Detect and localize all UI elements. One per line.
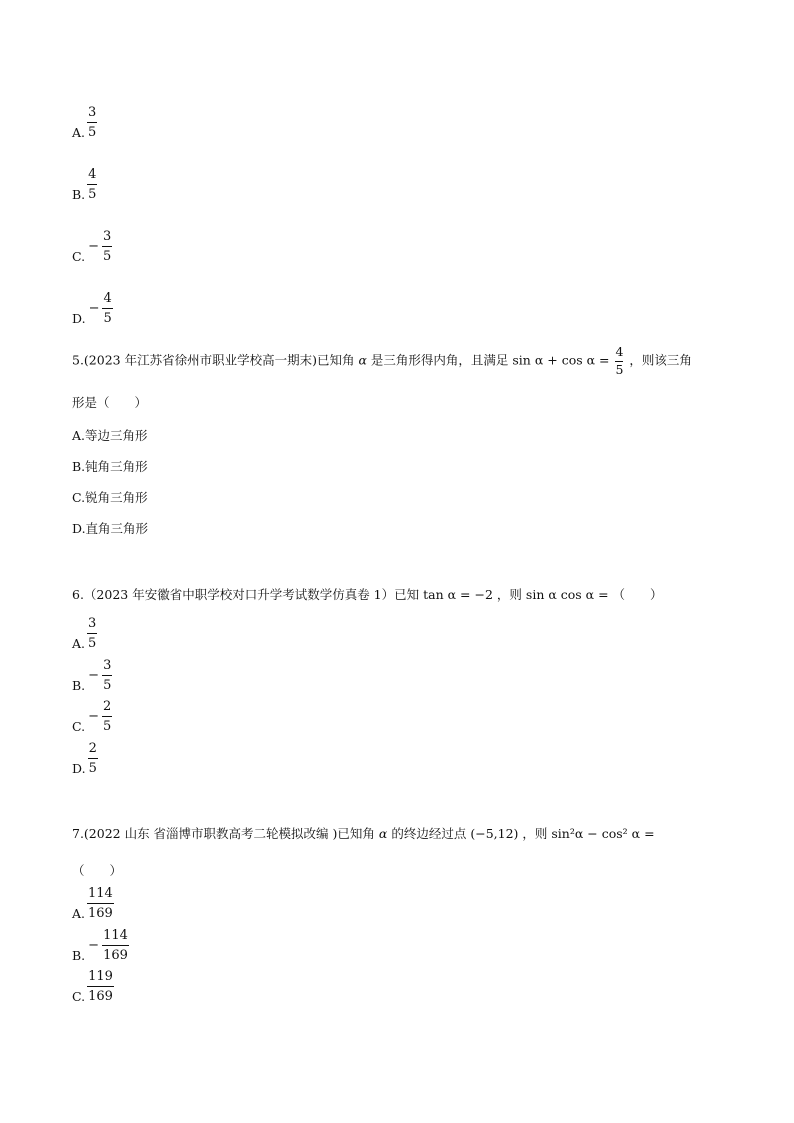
option-label: D. xyxy=(72,760,86,776)
alpha-symbol: α xyxy=(358,352,367,368)
q5-option-c: C.锐角三角形 xyxy=(72,490,148,505)
trig-expression: tan α = −2 xyxy=(423,587,493,602)
trig-expression: sin α + cos α = xyxy=(512,352,610,368)
option-label: D. xyxy=(72,310,86,326)
point-coordinates: (−5,12) xyxy=(470,826,519,841)
fraction: $\frac{3}{5}$ xyxy=(88,616,97,651)
q4-option-c xyxy=(72,230,112,263)
option-label: C. xyxy=(72,988,86,1004)
minus-sign: − xyxy=(88,301,100,316)
q6-option-d xyxy=(72,742,98,775)
option-label: A. xyxy=(72,124,86,140)
q7-option-b xyxy=(72,929,129,962)
q4-option-a xyxy=(72,106,97,139)
fraction: $\frac{119}{169}$ xyxy=(88,969,113,1004)
fraction: $\frac{2}{5}$ xyxy=(103,699,112,734)
q5-option-b: B.钝角三角形 xyxy=(72,459,148,474)
q7-stem: 7.(2022 山东 省淄博市职教高考二轮模拟改编 )已知角 α 的终边经过点 (−5,12) ，则 sin²α − cos² α = xyxy=(72,826,655,841)
q7-option-c xyxy=(72,970,114,1003)
fraction: $\frac{114}{169}$ xyxy=(88,886,113,921)
trig-expression: sin α cos α = xyxy=(525,587,609,602)
fraction: $\frac{3}{5}$ xyxy=(103,658,112,693)
fraction: $\frac{3}{5}$ xyxy=(103,229,112,264)
fraction: $\frac{114}{169}$ xyxy=(103,928,128,963)
q5-stem: 5.(2023 年江苏省徐州市职业学校高一期末)已知角 α 是三角形得内角，且满足 sin α + cos α = $\frac{4}{5}$ ，则该三角 xyxy=(72,344,692,377)
q6-stem: 6.（2023 年安徽省中职学校对口升学考试数学仿真卷 1）已知 tan α = −2 ，则 sin α cos α = （ ） xyxy=(72,587,663,602)
q7-option-a xyxy=(72,887,114,920)
q6-option-c xyxy=(72,700,112,733)
minus-sign: − xyxy=(88,668,100,683)
option-label: A. xyxy=(72,905,86,921)
option-label: B. xyxy=(72,186,86,202)
trig-expression: sin²α − cos² α = xyxy=(551,826,655,841)
minus-sign: − xyxy=(88,938,100,953)
alpha-symbol: α xyxy=(378,826,388,841)
q5-option-a: A.等边三角形 xyxy=(72,428,148,443)
q6-option-a xyxy=(72,617,97,650)
fraction: $\frac{2}{5}$ xyxy=(88,741,97,776)
fraction: $\frac{4}{5}$ xyxy=(103,291,112,326)
option-label: B. xyxy=(72,677,86,693)
q5-option-d: D.直角三角形 xyxy=(72,521,149,536)
option-label: B. xyxy=(72,947,86,963)
option-label: A. xyxy=(72,635,86,651)
q4-option-d xyxy=(72,292,113,325)
q4-option-b xyxy=(72,168,97,201)
minus-sign: − xyxy=(88,709,99,724)
fraction: $\frac{4}{5}$ xyxy=(615,344,624,377)
q6-option-b xyxy=(72,659,112,692)
q7-stem-line2: （ ） xyxy=(72,863,123,878)
option-label: C. xyxy=(72,248,86,264)
q5-stem-line2: 形是（ ） xyxy=(72,395,148,410)
fraction: $\frac{4}{5}$ xyxy=(88,167,97,202)
minus-sign: − xyxy=(88,239,99,254)
fraction: $\frac{3}{5}$ xyxy=(88,105,97,140)
option-label: C. xyxy=(72,718,86,734)
